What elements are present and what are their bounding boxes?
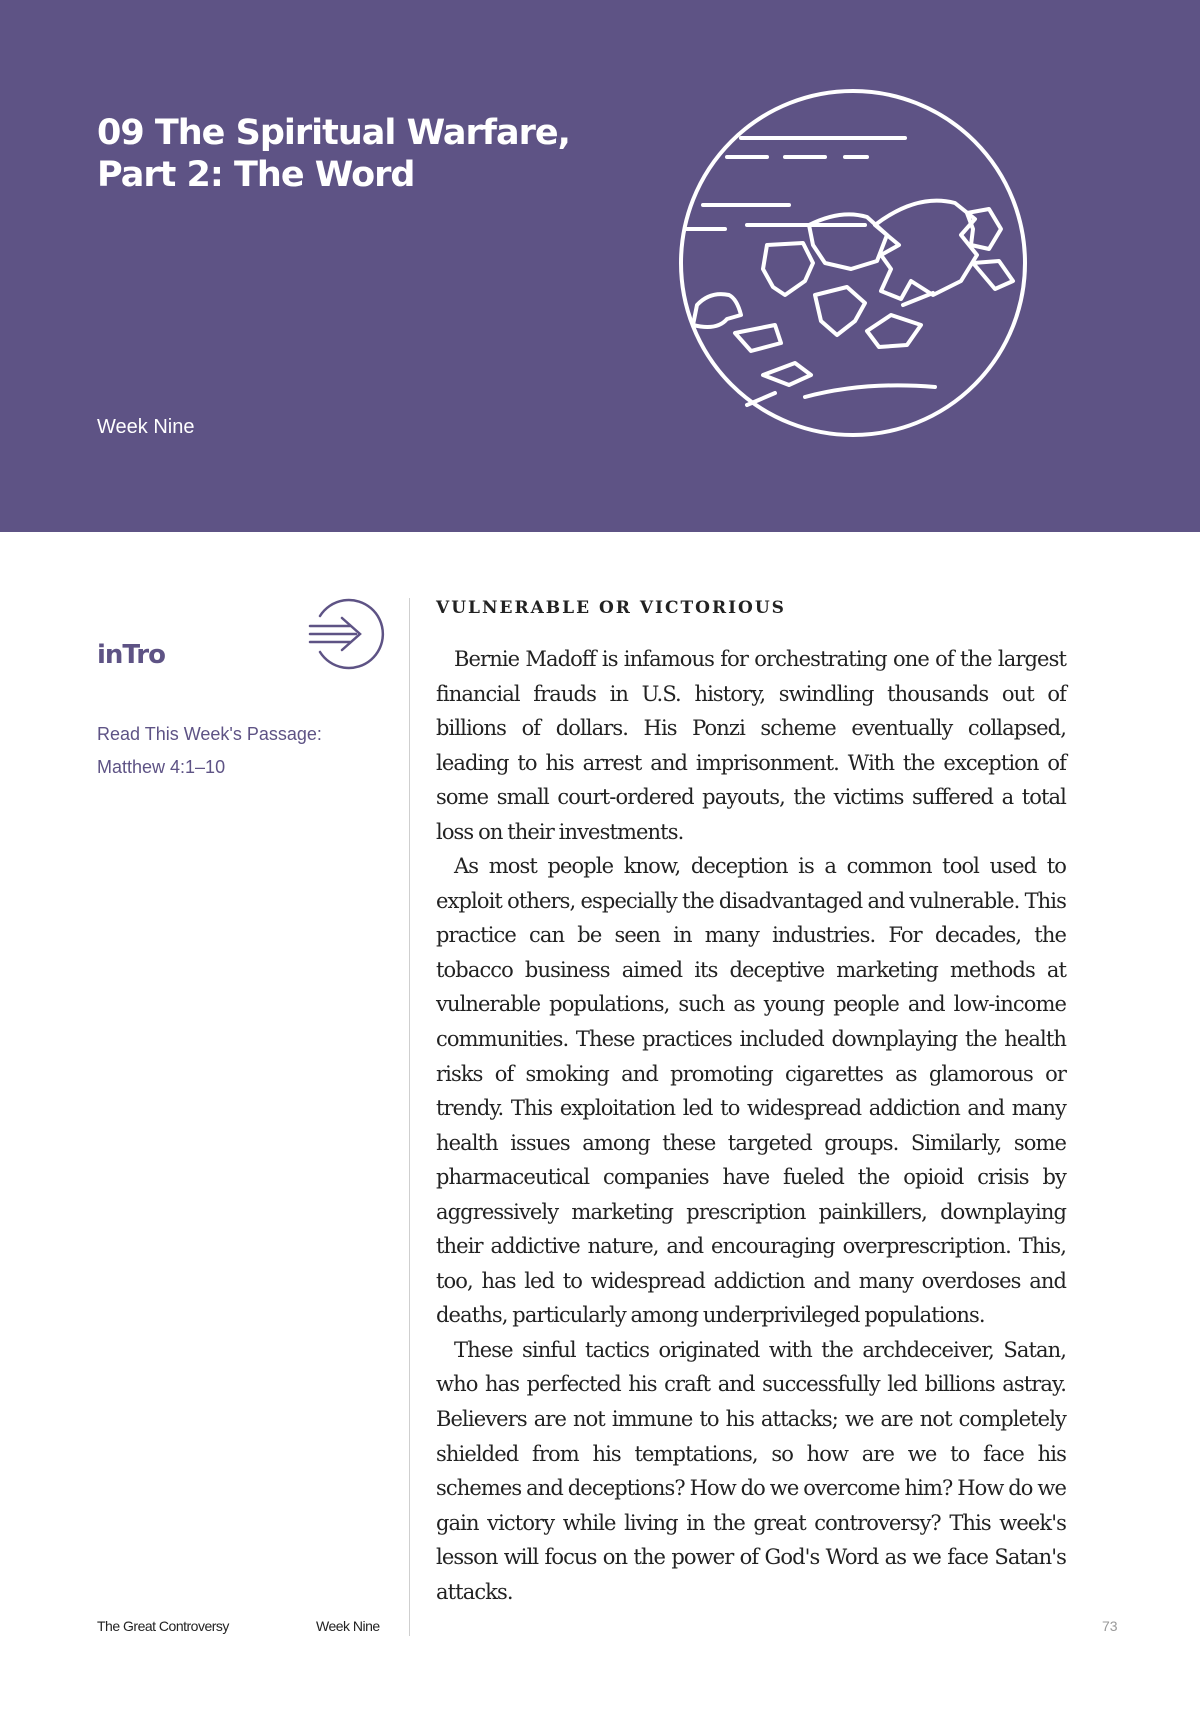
- page-number: 73: [1102, 1618, 1118, 1634]
- footer-book-title: The Great Controversy: [97, 1618, 229, 1634]
- header-banner: [0, 0, 1200, 532]
- lesson-title-line-1: 09 The Spiritual Warfare,: [97, 113, 570, 153]
- passage-label: Read This Week's Passage:: [97, 724, 322, 744]
- body-text: [436, 642, 1066, 1609]
- passage-ref: Matthew 4:1–10: [97, 757, 226, 777]
- body-paragraph: Bernie Madoff is infamous for orchestrating one of the largest financial frauds in U.S. history, swindling thousands out of billions of dollars. His Ponzi scheme eventually collapsed, leading to his arrest and imprisonment. With the exception of some small court-ordered payouts, the victims suffered a total loss on their investments.: [436, 647, 1066, 844]
- section-heading: VULNERABLE OR VICTORIOUS: [436, 598, 786, 618]
- arrow-circle-icon: [306, 596, 386, 672]
- lesson-title: [97, 112, 570, 196]
- body-paragraph: As most people know, deception is a common tool used to exploit others, especially the disadvantaged and vulnerable. This practice can be seen in many industries. For decades, the tobacco business aimed its deceptive marketing methods at vulnerable populations, such as young people and low-income communities. These practices included downplaying the health risks of smoking and promoting cigarettes as glamorous or trendy. This exploitation led to widespread addiction and many health issues among these targeted groups. Similarly, some pharmaceutical companies have fueled the opioid crisis by aggressively marketing prescription painkillers, downplaying their addictive nature, and encouraging overprescription. This, too, has led to widespread addiction and many overdoses and deaths, particularly among underprivileged populations.: [436, 854, 1066, 1328]
- column-divider: [409, 598, 410, 1636]
- sidebar-heading: inTro: [97, 640, 165, 670]
- globe-illustration: [655, 85, 1035, 445]
- week-label: Week Nine: [97, 416, 195, 438]
- passage-reference: [97, 718, 322, 784]
- body-paragraph: These sinful tactics originated with the archdeceiver, Satan, who has perfected his craft and successfully led billions astray. Believers are not immune to his attacks; we are not completely shielded from his temptations, so how are we to face his schemes and deceptions? How do we overcome him? How do we gain victory while living in the great controversy? This week's lesson will focus on the power of God's Word as we face Satan's attacks.: [436, 1337, 1066, 1604]
- footer-week: Week Nine: [316, 1618, 380, 1634]
- lesson-title-line-2: Part 2: The Word: [97, 155, 415, 195]
